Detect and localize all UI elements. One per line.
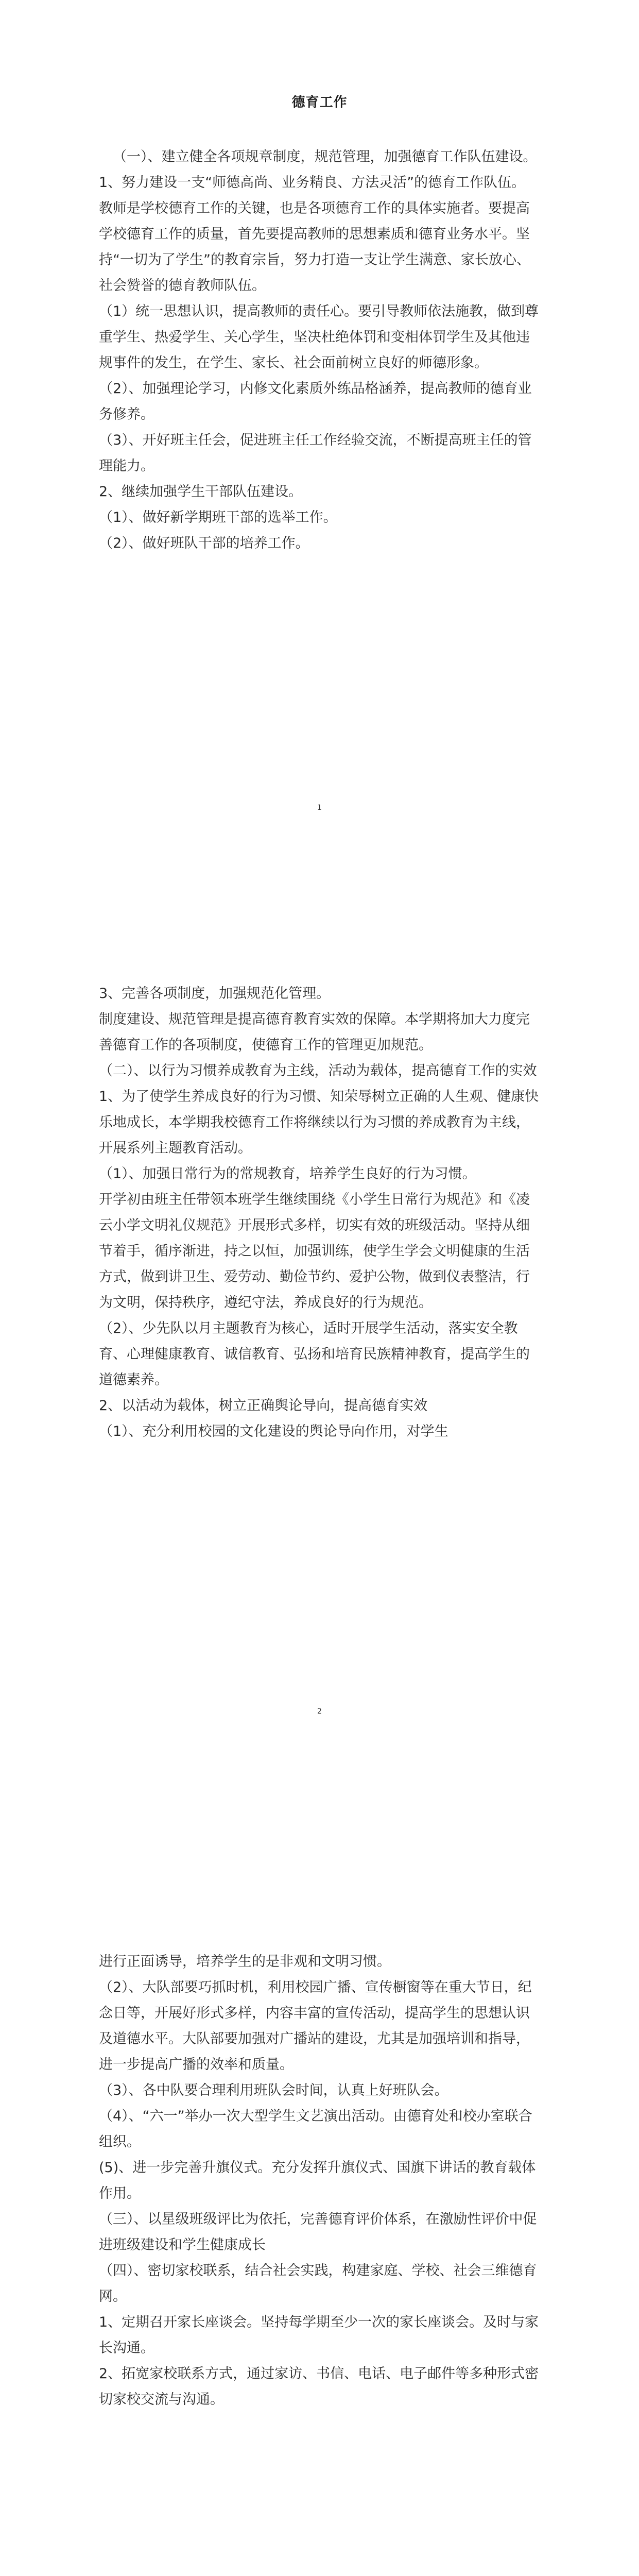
page-3-body bbox=[99, 1949, 542, 2413]
paragraph: 进行正面诱导，培养学生的是非观和文明习惯。 bbox=[99, 1954, 391, 1970]
page-number: 1 bbox=[317, 804, 322, 812]
paragraph: 开学初由班主任带领本班学生继续围绕《小学生日常行为规范》和《凌云小学文明礼仪规范》开展形式多样，切实有效的班级活动。坚持从细节着手，循序渐进，持之以恒，加强训练，使学生学会文明健康的生活方式，做到讲卫生、爱劳动、勤俭节约、爱护公物，做到仪表整洁，行为文明，保持秩序，遵纪守法，养成良好的行为规范。 bbox=[99, 1192, 530, 1311]
paragraph: （1）、做好新学期班干部的选举工作。 bbox=[99, 510, 337, 526]
page-1-body bbox=[99, 144, 542, 556]
paragraph: （4）、“六一”举办一次大型学生文艺演出活动。由德育处和校办室联合组织。 bbox=[99, 2108, 532, 2150]
page-number: 2 bbox=[317, 1707, 322, 1716]
paragraph: 1、为了使学生养成良好的行为习惯、知荣辱树立正确的人生观、健康快乐地成长，本学期我校德育工作将继续以行为习惯的养成教育为主线，开展系列主题教育活动。 bbox=[99, 1089, 539, 1156]
paragraph: 教师是学校德育工作的关键，也是各项德育工作的具体实施者。要提高学校德育工作的质量，首先要提高教师的思想素质和德育业务水平。坚持“一切为了学生”的教育宗旨，努力打造一支让学生满意、家长放心、社会赞誉的德育教师队伍。 bbox=[99, 200, 530, 294]
paragraph: （1）统一思想认识，提高教师的责任心。要引导教师依法施教，做到尊重学生、热爱学生、关心学生，坚决杜绝体罚和变相体罚学生及其他违规事件的发生，在学生、家长、社会面前树立良好的师德形象。 bbox=[99, 303, 539, 371]
paragraph: （2）、少先队以月主题教育为核心，适时开展学生活动，落实安全教育、心理健康教育、诚信教育、弘扬和培育民族精神教育，提高学生的道德素养。 bbox=[99, 1320, 530, 1388]
paragraph: （二）、以行为习惯养成教育为主线，活动为载体，提高德育工作的实效 bbox=[99, 1063, 537, 1079]
paragraph: 3、完善各项制度，加强规范化管理。 bbox=[99, 986, 331, 1002]
paragraph: （2）、做好班队干部的培养工作。 bbox=[99, 535, 309, 551]
paragraph: (5)、进一步完善升旗仪式。充分发挥升旗仪式、国旗下讲话的教育载体作用。 bbox=[99, 2160, 536, 2201]
paragraph: 1、定期召开家长座谈会。坚持每学期至少一次的家长座谈会。及时与家长沟通。 bbox=[99, 2314, 539, 2356]
paragraph: （四）、密切家校联系，结合社会实践，构建家庭、学校、社会三维德育网。 bbox=[99, 2263, 537, 2304]
document-title: 德育工作 bbox=[291, 95, 348, 110]
paragraph: （三）、以星级班级评比为依托，完善德育评价体系，在激励性评价中促进班级建设和学生健康成长 bbox=[99, 2211, 537, 2253]
paragraph: 1、努力建设一支“师德高尚、业务精良、方法灵活”的德育工作队伍。 bbox=[99, 175, 526, 191]
paragraph: （2）、大队部要巧抓时机，利用校园广播、宣传橱窗等在重大节日，纪念日等，开展好形式多样，内容丰富的宣传活动，提高学生的思想认识及道德水平。大队部要加强对广播站的建设，尤其是加强培训和指导，进一步提高广播的效率和质量。 bbox=[99, 1979, 532, 2073]
paragraph: （3）、开好班主任会，促进班主任工作经验交流，不断提高班主任的管理能力。 bbox=[99, 432, 532, 474]
document-page-2 bbox=[0, 904, 639, 1807]
paragraph: 2、拓宽家校联系方式，通过家访、书信、电话、电子邮件等多种形式密切家校交流与沟通。 bbox=[99, 2366, 539, 2408]
paragraph: 2、以活动为载体，树立正确舆论导向，提高德育实效 bbox=[99, 1398, 428, 1414]
paragraph: （2）、加强理论学习，内修文化素质外练品格涵养，提高教师的德育业务修养。 bbox=[99, 381, 532, 422]
paragraph: （一）、建立健全各项规章制度，规范管理，加强德育工作队伍建设。 bbox=[113, 149, 537, 165]
paragraph: 制度建设、规范管理是提高德育教育实效的保障。本学期将加大力度完善德育工作的各项制度，使德育工作的管理更加规范。 bbox=[99, 1011, 530, 1053]
paragraph: 2、继续加强学生干部队伍建设。 bbox=[99, 484, 303, 500]
paragraph: （1）、加强日常行为的常规教育，培养学生良好的行为习惯。 bbox=[99, 1166, 476, 1182]
paragraph: （1）、充分利用校园的文化建设的舆论导向作用，对学生 bbox=[99, 1423, 448, 1439]
page-2-body bbox=[99, 981, 542, 1445]
paragraph: （3）、各中队要合理利用班队会时间，认真上好班队会。 bbox=[99, 2082, 448, 2098]
document-page-1 bbox=[0, 0, 639, 904]
document-page-3 bbox=[0, 1807, 639, 2576]
